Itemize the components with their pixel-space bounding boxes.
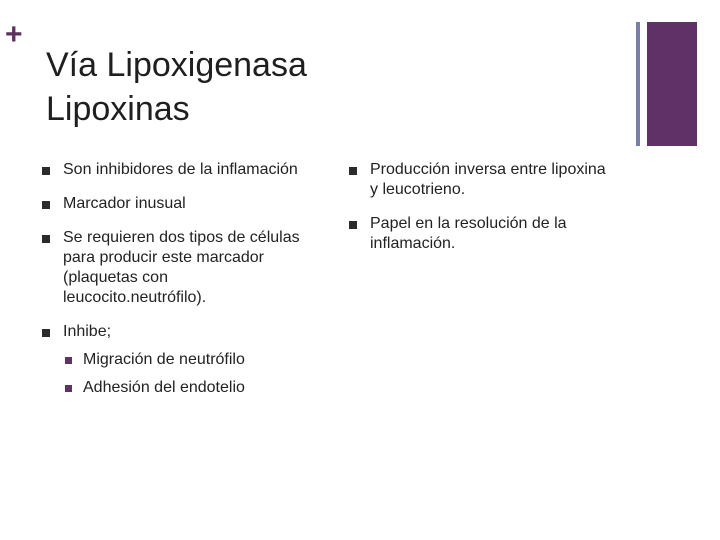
list-item	[347, 160, 617, 200]
left-bullet-list	[40, 160, 300, 398]
list-item-text: Marcador inusual	[63, 195, 186, 212]
sub-list-item-text: Migración de neutrófilo	[83, 351, 245, 368]
list-item	[347, 214, 617, 254]
plus-icon: +	[5, 18, 23, 51]
list-item-text: Producción inversa entre lipoxina y leucotrieno.	[370, 161, 606, 198]
list-item-text: Papel en la resolución de la inflamación.	[370, 215, 567, 252]
sub-list-item	[63, 350, 300, 370]
sub-list-item	[63, 378, 300, 398]
left-column	[40, 160, 300, 412]
list-item	[40, 160, 300, 180]
slide-title-line-1: Vía Lipoxigenasa	[46, 46, 307, 84]
decorative-bar-thin	[636, 22, 640, 146]
right-bullet-list	[347, 160, 617, 254]
list-item-text: Son inhibidores de la inflamación	[63, 161, 298, 178]
sub-bullet-list	[63, 350, 300, 398]
slide-title-line-2: Lipoxinas	[46, 90, 190, 128]
list-item-text: Se requieren dos tipos de células para producir este marcador (plaquetas con leucocito.neutrófilo).	[63, 229, 300, 306]
decorative-bar-thick	[647, 22, 697, 146]
list-item	[40, 228, 300, 308]
list-item	[40, 194, 300, 214]
right-column	[347, 160, 617, 268]
list-item-text: Inhibe;	[63, 323, 112, 340]
sub-list-item-text: Adhesión del endotelio	[83, 379, 245, 396]
slide-title	[46, 43, 307, 131]
list-item	[40, 322, 300, 398]
